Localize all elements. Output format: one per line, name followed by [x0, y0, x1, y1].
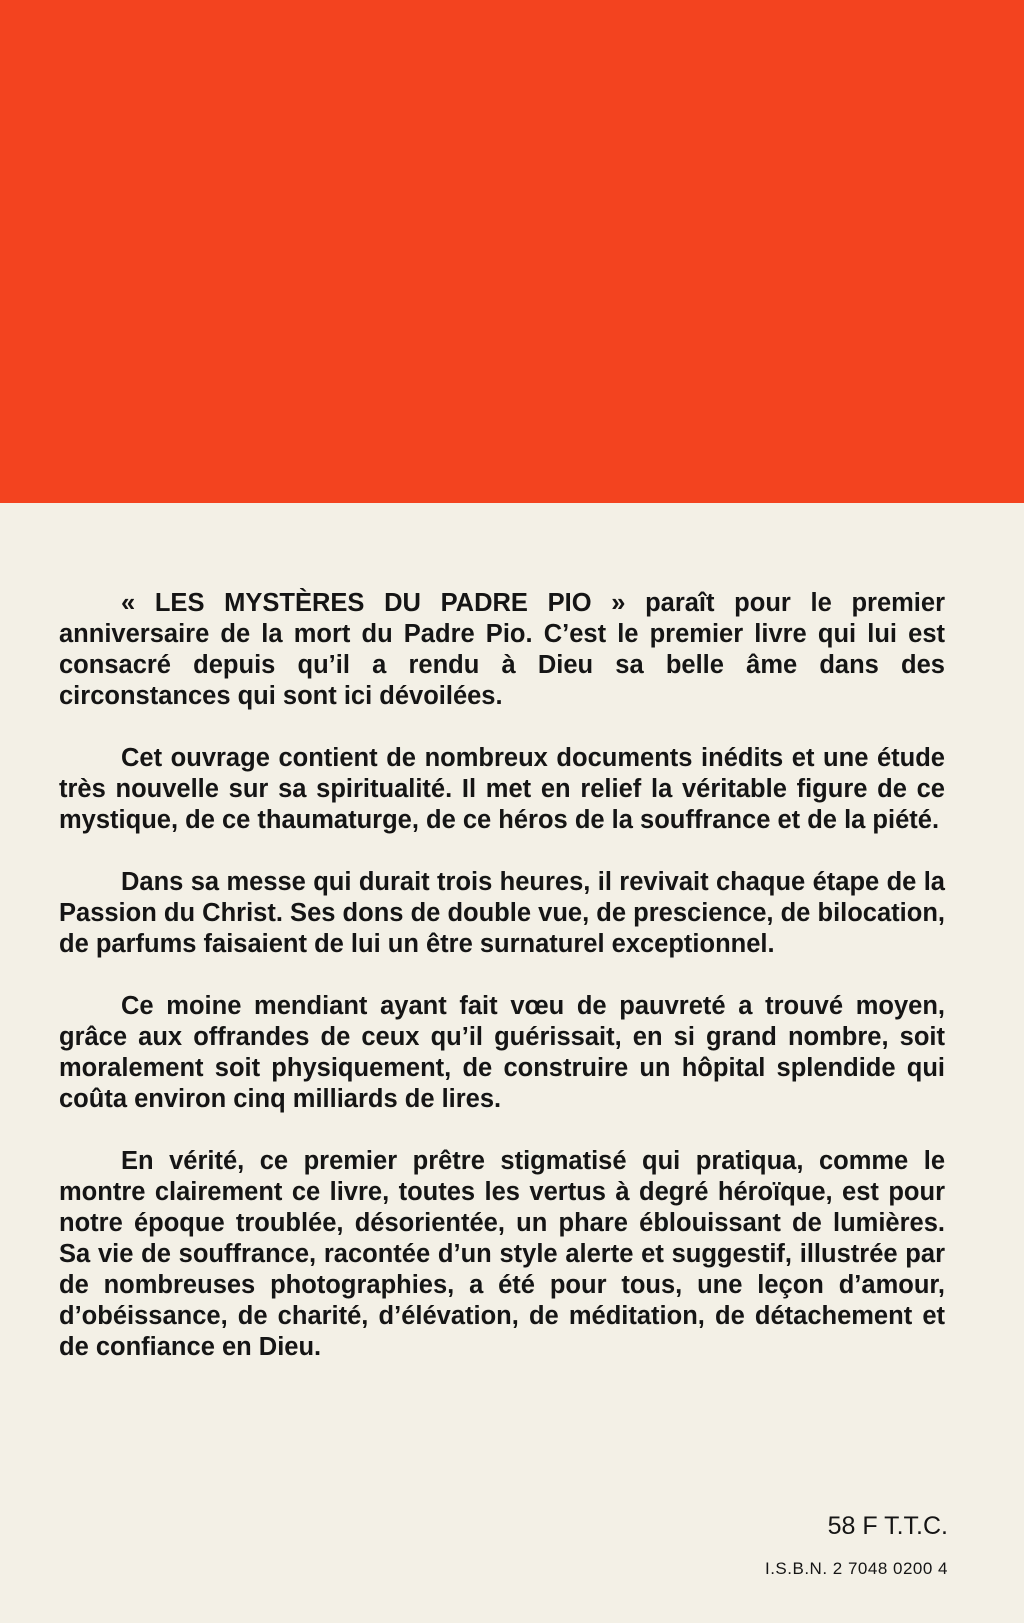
isbn: I.S.B.N. 2 7048 0200 4 — [764, 1559, 948, 1578]
blurb-paragraph: Ce moine mendiant ayant fait vœu de pauvreté a trouvé moyen, grâce aux offrandes de ceux qu’il guérissait, en si grand nombre, soit moralement soit physiquement, de construire un hôpital splendide qui coûta environ cinq milliards de lires. — [59, 992, 945, 1113]
blurb-paragraph: Cet ouvrage contient de nombreux documents inédits et une étude très nouvelle sur sa spiritualité. Il met en relief la véritable figure de ce mystique, de ce thaumaturge, de ce héros de la souffrance et de la piété. — [59, 744, 945, 834]
price: 58 F T.T.C. — [827, 1512, 948, 1540]
color-band — [0, 0, 1024, 503]
blurb — [59, 588, 945, 1394]
blurb-paragraph: Dans sa messe qui durait trois heures, il revivait chaque étape de la Passion du Christ. Ses dons de double vue, de prescience, de bilocation, de parfums faisaient de lui un être surnaturel exceptionnel. — [59, 868, 945, 958]
blurb-paragraph: « LES MYSTÈRES DU PADRE PIO » paraît pour le premier anniversaire de la mort du Padre Pio. C’est le premier livre qui lui est consacré depuis qu’il a rendu à Dieu sa belle âme dans des circonstances qui sont ici dévoilées. — [59, 589, 945, 710]
blurb-paragraph: En vérité, ce premier prêtre stigmatisé qui pratiqua, comme le montre clairement ce livre, toutes les vertus à degré héroïque, est pour notre époque troublée, désorientée, un phare éblouissant de lumières. Sa vie de souffrance, racontée d’un style alerte et suggestif, illustrée par de nombreuses photographies, a été pour tous, une leçon d’amour, d’obéissance, de charité, d’élévation, de méditation, de détachement et de confiance en Dieu. — [59, 1147, 945, 1361]
